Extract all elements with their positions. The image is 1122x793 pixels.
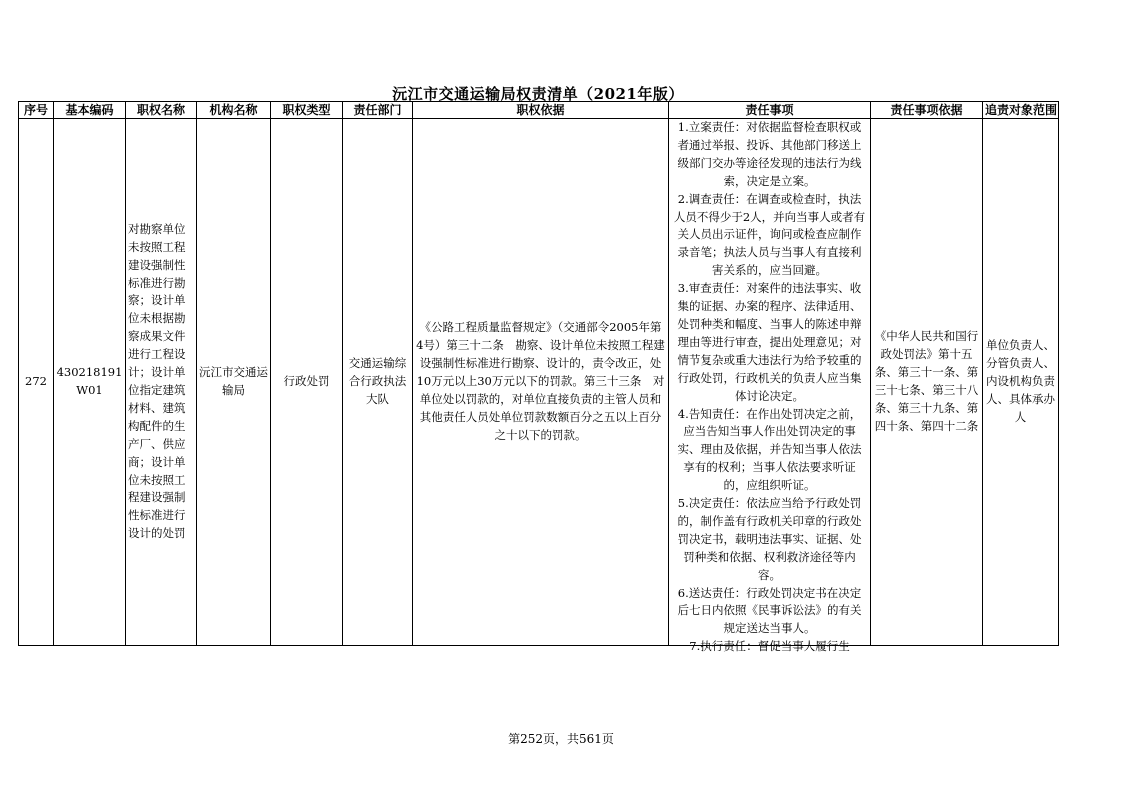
header-power-name: 职权名称 xyxy=(126,102,197,119)
duty-item-delivery: 6.送达责任：行政处罚决定书在决定后七日内依照《民事诉讼法》的有关规定送达当事人。 xyxy=(677,585,862,636)
duty-item-review: 3.审查责任：对案件的违法事实、收集的证据、办案的程序、法律适用、处罚种类和幅度、当事人的陈述申辩理由等进行审查，提出处理意见；对情节复杂或重大违法行为给予较重的行政处罚，行政机关的负责人应当集体讨论决定。 xyxy=(677,281,862,403)
duties-list xyxy=(673,119,866,654)
cell-power-name: 对勘察单位未按照工程建设强制性标准进行勘察；设计单位未根据勘察成果文件进行工程设计；设计单位指定建筑材料、建筑构配件的生产厂、供应商；设计单位未按照工程建设强制性标准进行设计的处罚 xyxy=(126,119,197,646)
header-duty-basis: 责任事项依据 xyxy=(871,102,983,119)
duty-item-investigation: 2.调查责任：在调查或检查时，执法人员不得少于2人，并向当事人或者有关人员出示证件，询问或检查应制作录音笔；执法人员与当事人有直接利害关系的，应当回避。 xyxy=(673,191,866,278)
cell-department: 交通运输综合行政执法大队 xyxy=(343,119,413,646)
cell-seq: 272 xyxy=(19,119,54,646)
duty-item-execution: 7.执行责任：督促当事人履行生 xyxy=(689,639,850,654)
header-seq: 序号 xyxy=(19,102,54,119)
cell-power-type: 行政处罚 xyxy=(271,119,343,646)
duty-item-decision: 5.决定责任：依法应当给予行政处罚的，制作盖有行政机关印章的行政处罚决定书，载明违法事实、证据、处罚种类和依据、权利救济途径等内容。 xyxy=(677,496,862,582)
header-legal-basis: 职权依据 xyxy=(413,102,669,119)
header-code: 基本编码 xyxy=(54,102,126,119)
page-number: 第252页，共561页 xyxy=(508,732,614,746)
cell-duties xyxy=(669,119,871,654)
header-power-type: 职权类型 xyxy=(271,102,343,119)
cell-duty-basis: 《中华人民共和国行政处罚法》第十五条、第三十一条、第三十七条、第三十八条、第三十九条、第四十条、第四十二条 xyxy=(871,119,983,646)
document-title: 沅江市交通运输局权责清单（2021年版） xyxy=(392,85,684,103)
responsibility-table xyxy=(18,101,1059,654)
cell-agency: 沅江市交通运输局 xyxy=(197,119,271,646)
header-agency: 机构名称 xyxy=(197,102,271,119)
cell-code: 430218191W01 xyxy=(54,119,126,646)
cell-accountability: 单位负责人、分管负责人、内设机构负责人、具体承办人 xyxy=(983,119,1059,646)
header-duties: 责任事项 xyxy=(669,102,871,119)
cell-legal-basis: 《公路工程质量监督规定》（交通部令2005年第4号）第三十二条 勘察、设计单位未按照工程建设强制性标准进行勘察、设计的，责令改正，处10万元以上30万元以下的罚款。第三十三条 对单位处以罚款的，对单位直接负责的主管人员和其他责任人员处单位罚款数额百分之五以上百分之十以下的罚款。 xyxy=(413,119,669,646)
table-row xyxy=(19,119,1059,646)
duty-item-filing: 1.立案责任：对依据监督检查职权或者通过举报、投诉、其他部门移送上级部门交办等途径发现的违法行为线索，决定是立案。 xyxy=(677,120,862,188)
table-header-row xyxy=(19,102,1059,119)
duty-item-notification: 4.告知责任：在作出处罚决定之前，应当告知当事人作出处罚决定的事实、理由及依据，并告知当事人依法享有的权利；当事人依法要求听证的，应组织听证。 xyxy=(677,406,862,493)
header-department: 责任部门 xyxy=(343,102,413,119)
header-accountability: 追责对象范围 xyxy=(983,102,1059,119)
